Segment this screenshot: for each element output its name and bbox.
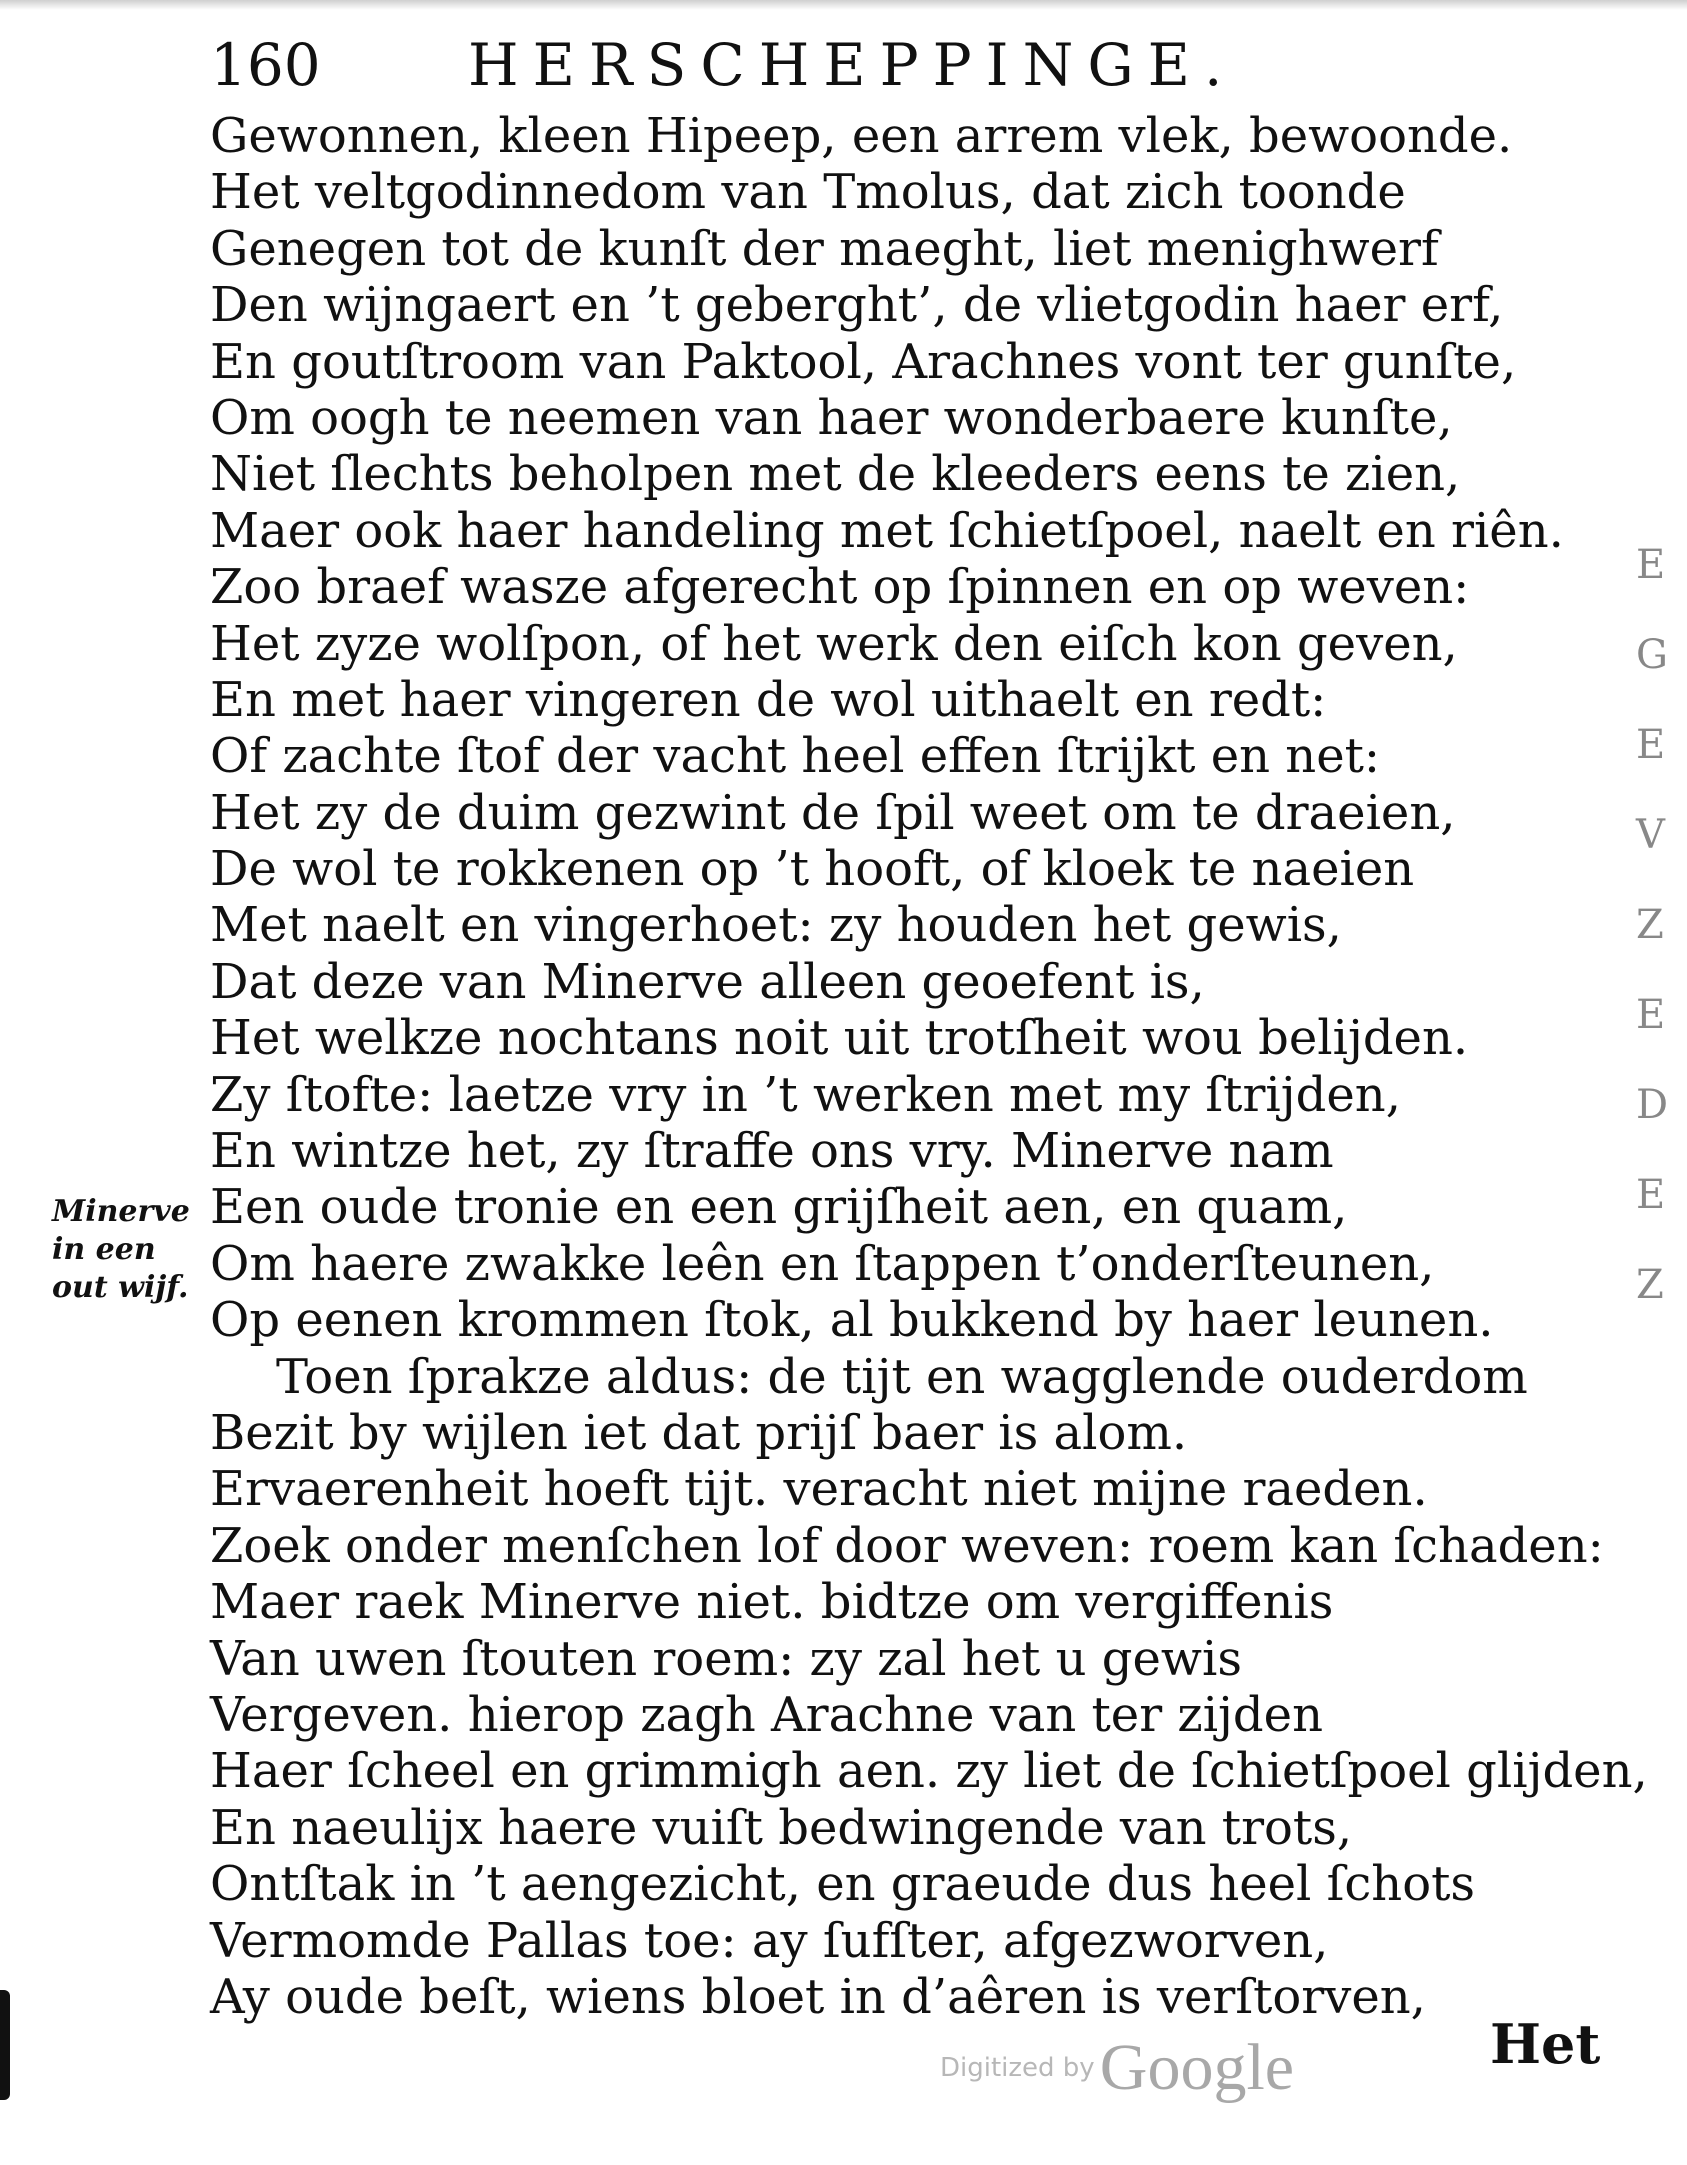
catchword: Het	[1490, 2012, 1601, 2076]
bleed-letter: Z	[1636, 1262, 1664, 1308]
verse-line: En met haer vingeren de wol uithaelt en redt:	[210, 671, 1327, 728]
verse-line: Een oude tronie en een grijſheit aen, en quam,	[210, 1179, 1348, 1236]
bleed-letter: E	[1636, 722, 1666, 768]
verse-block	[210, 108, 1648, 2025]
verse-line: Op eenen krommen ſtok, al bukkend by haer leunen.	[210, 1292, 1494, 1349]
bleed-letter: E	[1636, 992, 1666, 1038]
marginal-note-line: out wijf.	[52, 1270, 189, 1305]
verse-line: Om haere zwakke leên en ſtappen t’onderſteunen,	[210, 1235, 1435, 1292]
verse-line: Vermomde Pallas toe: ay ſufſter, afgezworven,	[210, 1912, 1329, 1969]
bleed-letter: Z	[1636, 902, 1664, 948]
verse-line: Gewonnen, kleen Hipeep, een arrem vlek, bewoonde.	[210, 108, 1513, 164]
bleed-letter: G	[1636, 632, 1668, 678]
digitized-credit	[940, 2030, 1294, 2106]
verse-line: Haer ſcheel en grimmigh aen. zy liet de ſchietſpoel glijden,	[210, 1743, 1648, 1800]
verse-line: Het welkze nochtans noit uit trotſheit wou belijden.	[210, 1010, 1469, 1067]
verse-line: Niet ſlechts beholpen met de kleeders eens te zien,	[210, 446, 1461, 503]
verse-line: Den wijngaert en ’t geberght’, de vlietgodin haer erf,	[210, 277, 1504, 334]
bleed-letter: E	[1636, 1172, 1666, 1218]
verse-line: Zoo braef wasze afgerecht op ſpinnen en op weven:	[210, 559, 1470, 616]
marginal-note-line: Minerve	[52, 1194, 190, 1229]
verse-line: En goutſtroom van Paktool, Arachnes vont ter gunſte,	[210, 333, 1517, 390]
adjacent-page-bleed	[1636, 520, 1676, 1330]
verse-line: Genegen tot de kunſt der maeght, liet menighwerf	[210, 220, 1439, 277]
verse-line: Het zyze wolſpon, of het werk den eiſch kon geven,	[210, 615, 1458, 672]
verse-line: Ontſtak in ’t aengezicht, en graeude dus heel ſchots	[210, 1856, 1476, 1913]
verse-line: Maer ook haer handeling met ſchietſpoel, naelt en riên.	[210, 502, 1564, 559]
bleed-letter: D	[1636, 1082, 1669, 1128]
verse-line: Ay oude beſt, wiens bloet in d’aêren is verſtorven,	[210, 1968, 1426, 2025]
verse-line: Het zy de duim gezwint de ſpil weet om te draeien,	[210, 784, 1456, 841]
verse-line: Maer raek Minerve niet. bidtze om vergiffenis	[210, 1574, 1334, 1631]
verse-line: Zy ſtofte: laetze vry in ’t werken met my ſtrijden,	[210, 1066, 1401, 1123]
verse-line: En wintze het, zy ſtraffe ons vry. Minerve nam	[210, 1123, 1334, 1180]
verse-line: Zoek onder menſchen lof door weven: roem kan ſchaden:	[210, 1517, 1604, 1574]
scan-left-mark	[0, 1990, 10, 2100]
google-logo: Google	[1099, 2031, 1295, 2104]
verse-line: Ervaerenheit hoeft tijt. veracht niet mijne raeden.	[210, 1461, 1428, 1518]
verse-line: Met naelt en vingerhoet: zy houden het gewis,	[210, 897, 1342, 954]
bleed-letter: V	[1636, 812, 1665, 858]
marginal-note-line: in een	[52, 1232, 156, 1267]
digitized-prefix: Digitized by	[940, 2053, 1095, 2083]
scan-top-edge	[0, 0, 1687, 10]
verse-line-indented: Toen ſprakze aldus: de tijt en wagglende ouderdom	[276, 1348, 1528, 1405]
verse-line: Bezit by wijlen iet dat prijſ baer is alom.	[210, 1404, 1188, 1461]
verse-line: Of zachte ſtof der vacht heel effen ſtrijkt en net:	[210, 728, 1381, 785]
verse-line: Van uwen ſtouten roem: zy zal het u gewis	[210, 1630, 1242, 1687]
verse-line: Vergeven. hierop zagh Arachne van ter zijden	[210, 1686, 1323, 1743]
marginal-note	[52, 1193, 202, 1307]
verse-line: Het veltgodinnedom van Tmolus, dat zich toonde	[210, 164, 1406, 221]
running-title: HERSCHEPPINGE.	[468, 31, 1237, 99]
page-number: 160	[210, 31, 321, 99]
bleed-letter: E	[1636, 542, 1666, 588]
verse-line: Dat deze van Minerve alleen geoefent is,	[210, 953, 1205, 1010]
verse-line: Om oogh te neemen van haer wonderbaere kunſte,	[210, 389, 1453, 446]
verse-line: De wol te rokkenen op ’t hooft, of kloek te naeien	[210, 841, 1415, 898]
verse-line: En naeulijx haere vuiſt bedwingende van trots,	[210, 1799, 1353, 1856]
